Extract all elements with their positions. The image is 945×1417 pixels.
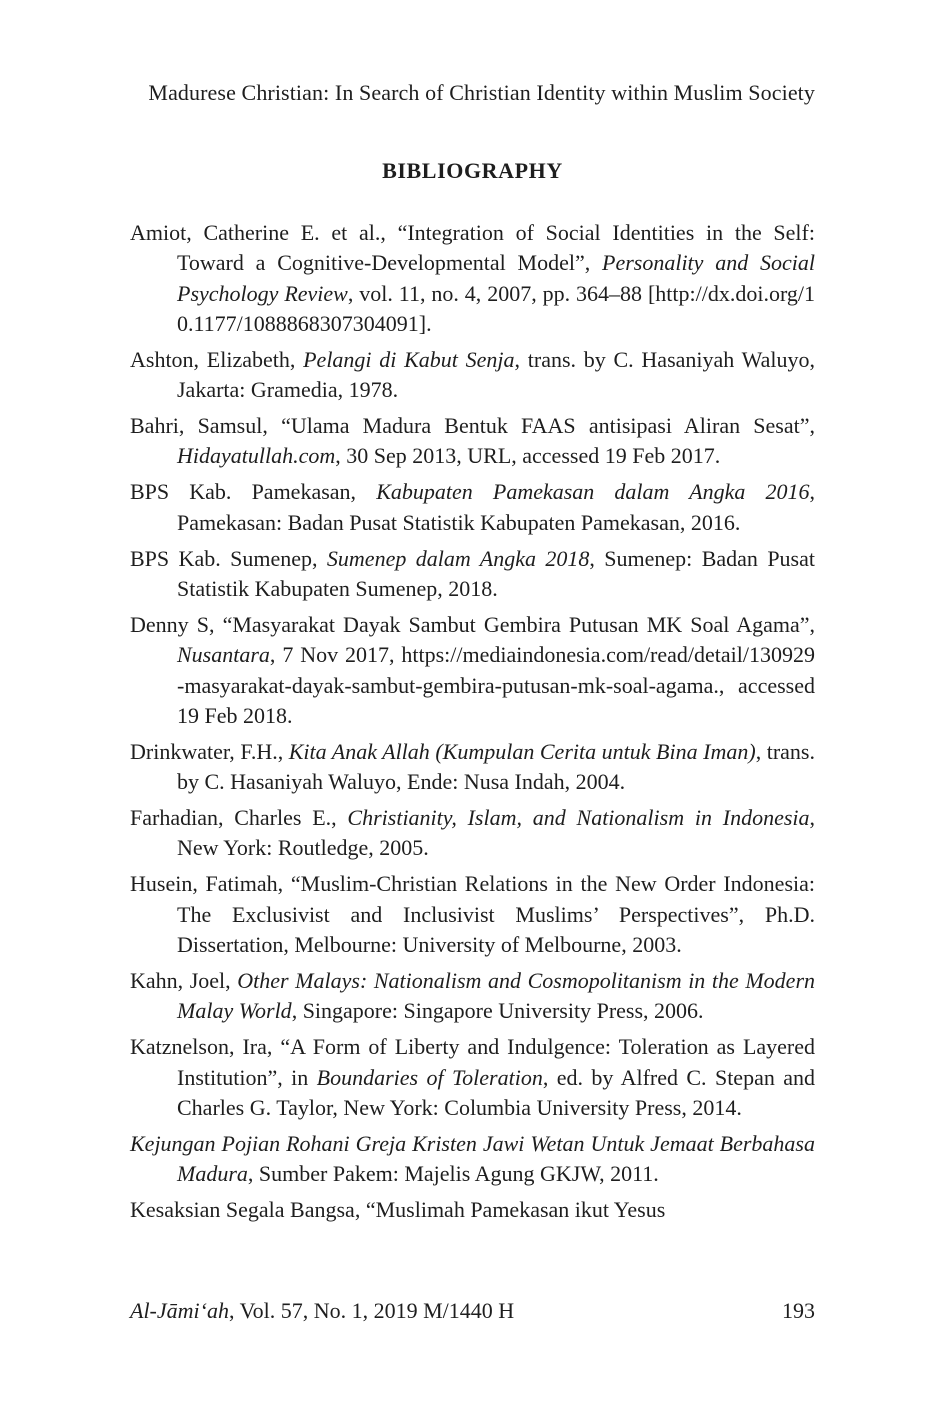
entry-author: Katznelson, Ira,: [130, 1034, 281, 1060]
entry-source-title: Personality and Social Psychology Review: [177, 250, 815, 306]
entry-source-title: Boundaries of Toleration: [316, 1064, 543, 1090]
entry-source-title: Sumenep dalam Angka 2018: [326, 545, 590, 571]
entry-author: BPS Kab. Pamekasan,: [130, 479, 377, 505]
entry-details: , ed. by Alfred C. Stepan and Charles G. Taylor, New York: Columbia University Press, 2014.: [177, 1064, 815, 1120]
bibliography-entry: [130, 869, 815, 960]
entry-article-title: “Ulama Madura Bentuk FAAS antisipasi Aliran Sesat”,: [281, 413, 816, 439]
entry-author: Drinkwater, F.H.,: [130, 738, 289, 764]
entry-source-title: Pelangi di Kabut Senja: [303, 346, 515, 372]
entry-details: , New York: Routledge, 2005.: [177, 805, 816, 861]
entry-article-title: “Integration of Social Identities in the Self: Toward a Cognitive-Developmental Model”,: [177, 220, 815, 276]
bibliography-entry: [130, 544, 815, 605]
entry-details: , Sumber Pakem: Majelis Agung GKJW, 2011.: [247, 1161, 659, 1187]
bibliography-entry: [130, 1032, 815, 1123]
entry-author: Kahn, Joel,: [130, 968, 238, 994]
bibliography-entry: [130, 737, 815, 798]
bibliography-entry: [130, 610, 815, 731]
bibliography-entry: [130, 218, 815, 339]
entry-article-title: “Masyarakat Dayak Sambut Gembira Putusan MK Soal Agama”,: [222, 612, 816, 637]
entry-details: , trans. by C. Hasaniyah Waluyo, Jakarta: Gramedia, 1978.: [177, 346, 815, 403]
entry-author: BPS Kab. Sumenep,: [130, 545, 327, 571]
entry-article-title: “A Form of Liberty and Indulgence: Toleration as Layered Institution”, in: [177, 1034, 816, 1090]
bibliography-entry: [130, 966, 815, 1027]
entry-source-title: Nusantara: [177, 642, 270, 668]
bibliography-entry: [130, 803, 815, 864]
entry-source-title: Kejungan Pojian Rohani Greja Kristen Jawi Wetan Untuk Jemaat Berbahasa Madura: [130, 1130, 815, 1187]
entry-article-title: “Muslimah Pamekasan ikut Yesus: [365, 1197, 666, 1223]
entry-details: , Pamekasan: Badan Pusat Statistik Kabupaten Pamekasan, 2016.: [177, 479, 816, 535]
footer-journal-name: Al-Jāmi‘ah: [130, 1298, 229, 1323]
entry-author: Husein, Fatimah,: [130, 871, 291, 897]
entry-source-title: Kita Anak Allah (Kumpulan Cerita untuk Bina Iman): [288, 738, 756, 764]
entry-author: Kesaksian Segala Bangsa,: [130, 1197, 366, 1223]
bibliography-entry: [130, 477, 815, 538]
bibliography-entry: [130, 1129, 815, 1190]
entry-details: , vol. 11, no. 4, 2007, pp. 364–88: [347, 280, 648, 306]
entry-author: Denny S,: [130, 612, 223, 637]
page-number: 193: [782, 1298, 815, 1323]
running-head: Madurese Christian: In Search of Christian Identity within Muslim Society: [148, 80, 815, 105]
entry-author: Farhadian, Charles E.,: [130, 805, 348, 831]
entry-details: , Sumenep: Badan Pusat Statistik Kabupaten Sumenep, 2018.: [177, 545, 815, 602]
entry-details: “Muslim-Christian Relations in the New Order Indonesia: The Exclusivist and Inclusivist Muslims’ Perspectives”, Ph.D. Dissertation, Melbourne: University of Melbourne, 2003.: [177, 871, 815, 958]
entry-source-title: Christianity, Islam, and Nationalism in Indonesia: [347, 805, 810, 831]
entry-author: Amiot, Catherine E. et al.,: [130, 220, 398, 245]
entry-source-title: Other Malays: Nationalism and Cosmopolitanism in the Modern Malay World: [177, 968, 816, 1024]
bibliography-list: [130, 218, 815, 1231]
entry-author: Ashton, Elizabeth,: [130, 346, 304, 372]
entry-details: , 7 Nov 2017, https://mediaindonesia.com/read/detail/130929-masyarakat-dayak-sambut-gembira-putusan-mk-soal-agama., accessed 19 Feb 2018.: [177, 642, 815, 728]
footer-volume-info: , Vol. 57, No. 1, 2019 M/1440 H: [228, 1298, 515, 1323]
bibliography-entry: [130, 1195, 815, 1225]
bibliography-entry: [130, 411, 815, 472]
entry-details: , 30 Sep 2013, URL, accessed 19 Feb 2017.: [335, 443, 721, 469]
entry-source-title: Kabupaten Pamekasan dalam Angka 2016: [376, 479, 810, 505]
entry-details: , trans. by C. Hasaniyah Waluyo, Ende: Nusa Indah, 2004.: [177, 738, 815, 795]
footer-citation: [130, 1298, 514, 1324]
entry-source-title: Hidayatullah.com: [177, 443, 336, 469]
section-title: BIBLIOGRAPHY: [382, 158, 563, 183]
entry-url: [http://dx.doi.org/10.1177/1088868307304091].: [177, 280, 815, 336]
entry-author: Bahri, Samsul,: [130, 413, 282, 439]
bibliography-entry: [130, 345, 815, 406]
entry-details: , Singapore: Singapore University Press, 2006.: [291, 998, 704, 1024]
